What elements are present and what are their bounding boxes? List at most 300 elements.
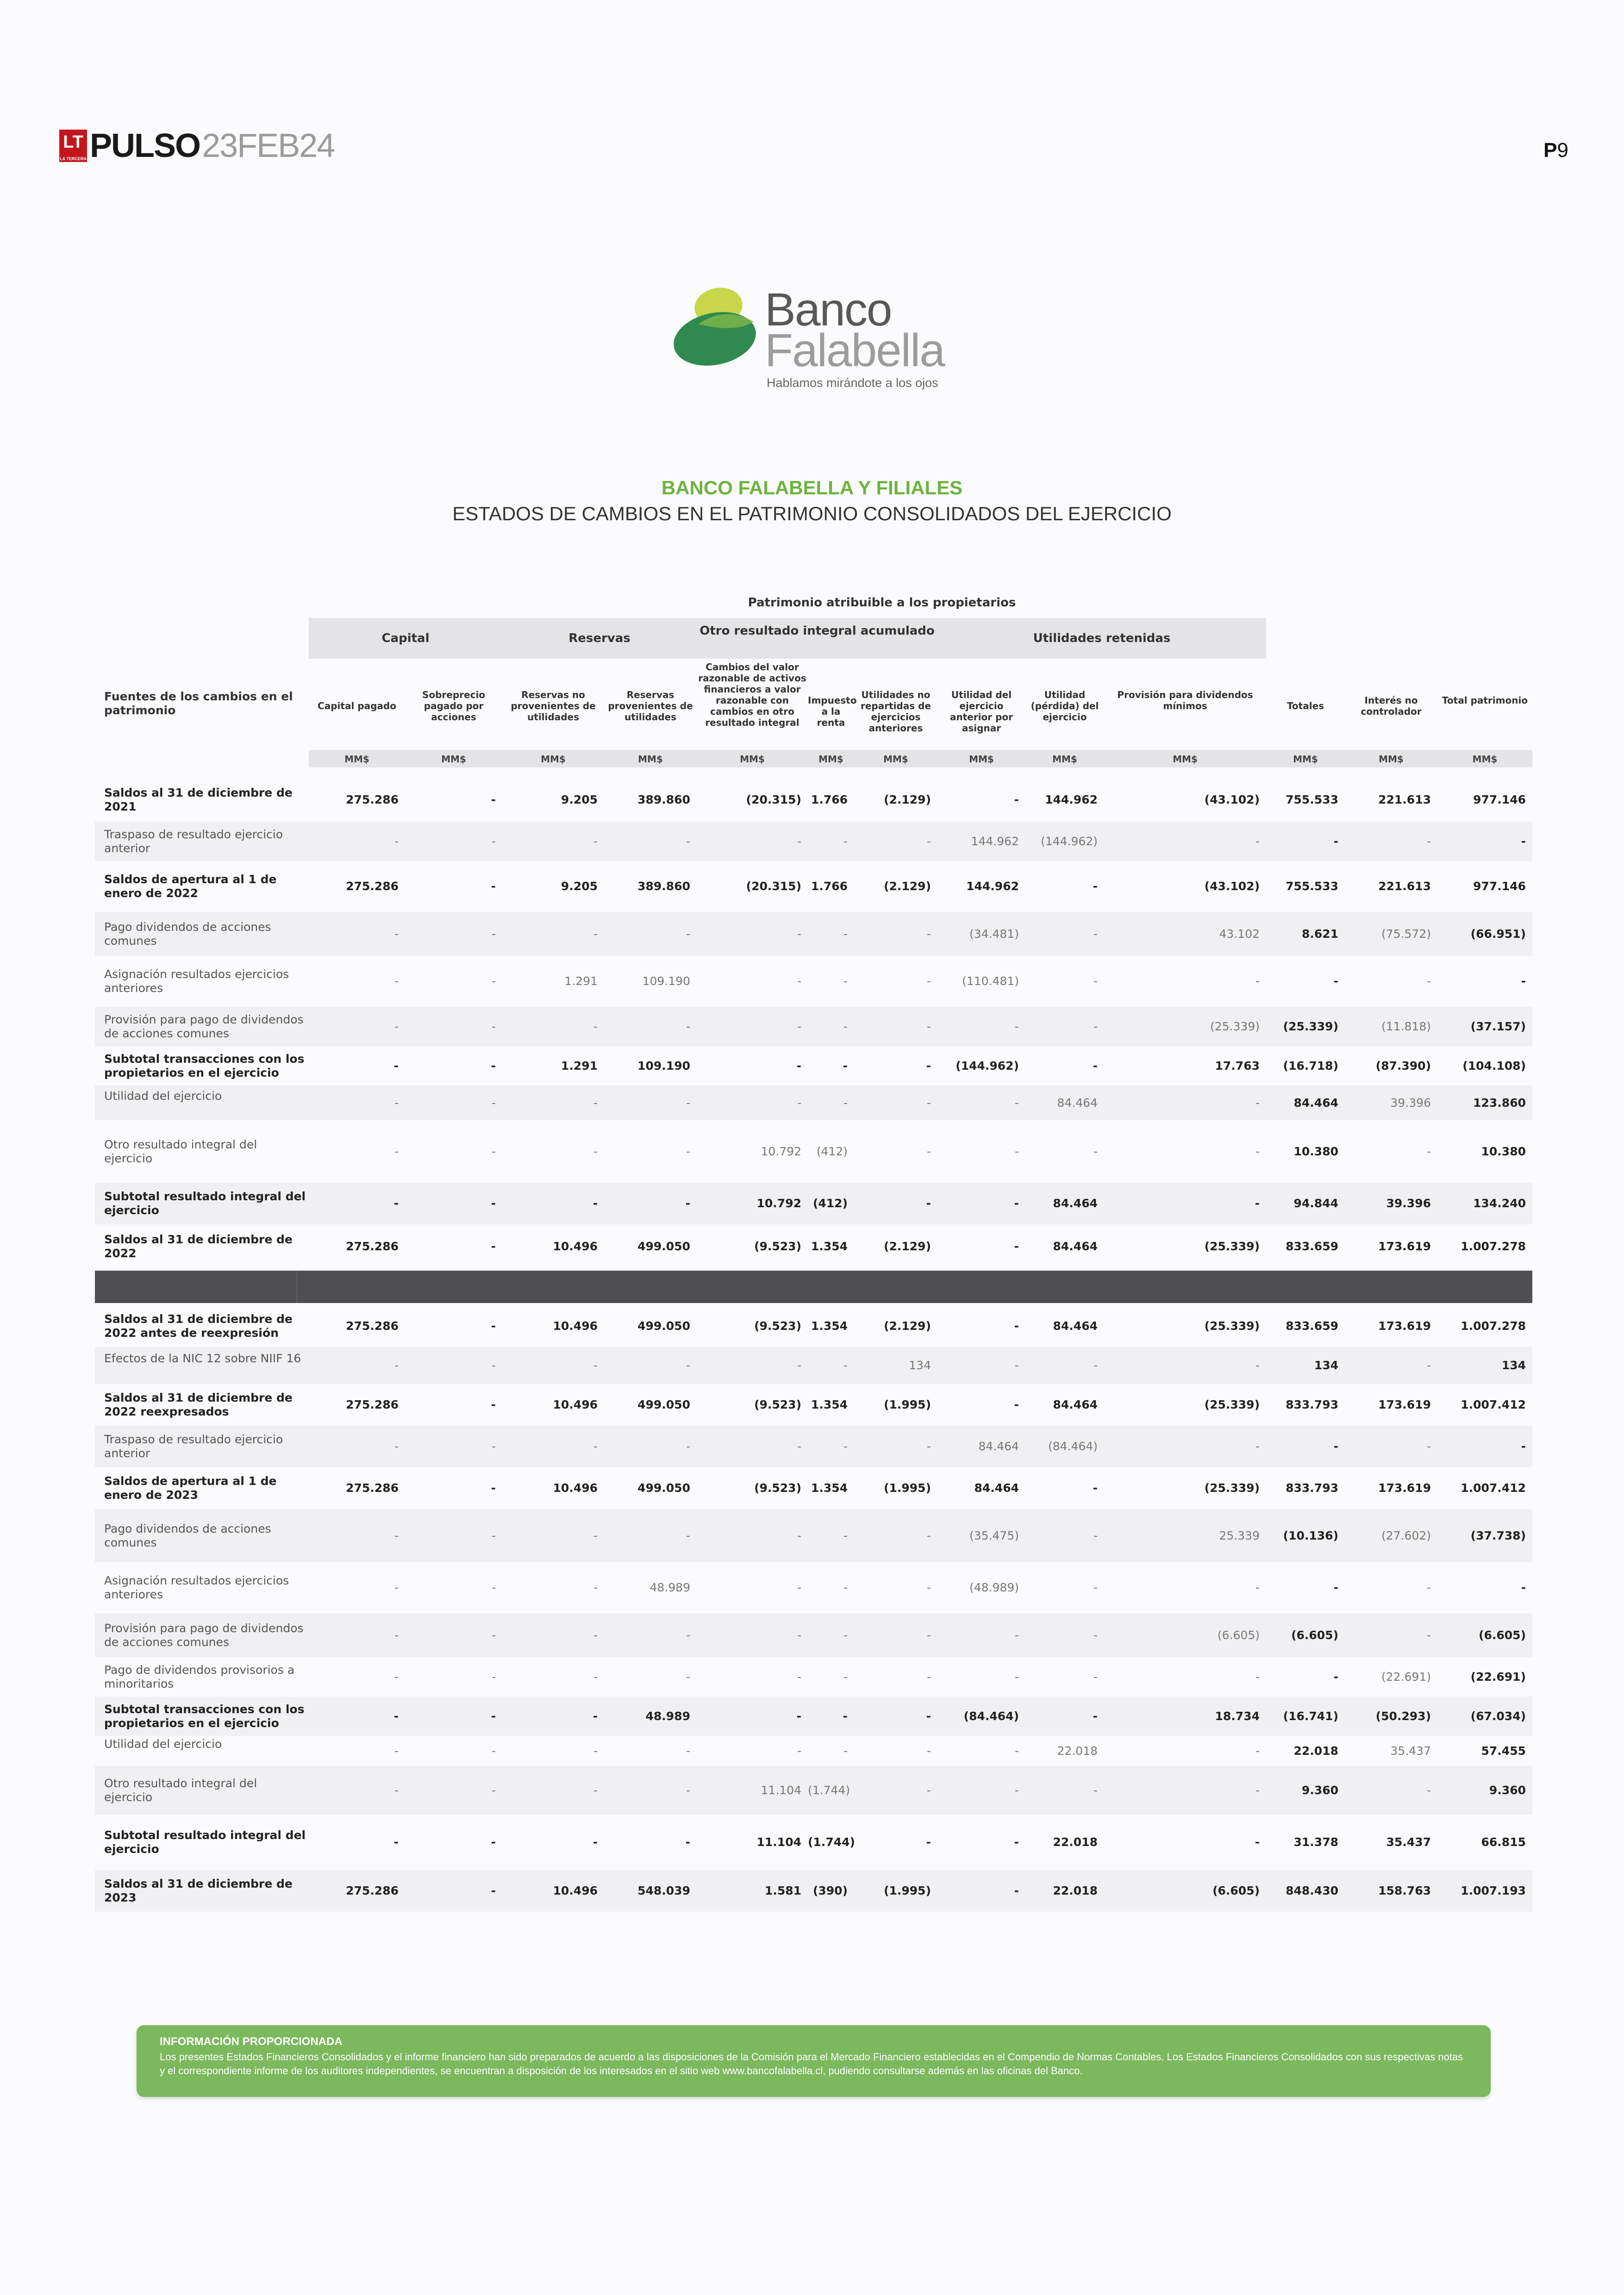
table-cell: (11.818) [1381,1019,1431,1033]
table-cell: - [686,834,690,848]
table-cell: 22.018 [1293,1744,1338,1758]
table-cell: (110.481) [962,974,1019,988]
table-cell: - [491,1481,496,1495]
table-row [95,1183,1532,1224]
row-label: Provisión para pago de dividendos de acciones comunes [104,1012,304,1040]
table-cell: (412) [816,1144,848,1158]
table-cell: 1.354 [811,1319,848,1333]
table-cell: (6.605) [1479,1628,1526,1642]
table-cell: 10.496 [553,1239,598,1253]
table-cell: 48.989 [650,1581,690,1594]
row-label: Otro resultado integral del ejercicio [104,1776,257,1804]
table-cell: 10.792 [761,1144,801,1158]
table-row [95,1815,1532,1870]
table-cell: - [1093,1670,1098,1684]
table-cell: - [843,1670,848,1684]
table-cell: - [491,974,496,988]
row-label: Subtotal transacciones con los propietarios en el ejercicio [104,1702,305,1730]
table-cell: - [926,927,931,941]
table-cell: - [1014,1019,1019,1033]
table-cell: 48.989 [645,1709,690,1723]
logo-tagline: Hablamos mirándote a los ojos [767,376,938,390]
table-cell: - [843,1528,848,1542]
table-cell: 17.763 [1215,1059,1260,1073]
unit-label: MM$ [1052,754,1077,765]
table-cell: 499.050 [637,1319,690,1333]
table-cell: - [394,1359,399,1372]
table-cell: 833.793 [1286,1481,1338,1495]
table-cell: - [491,1783,496,1797]
table-cell: - [1093,1359,1098,1372]
table-cell: - [843,974,848,988]
table-cell: (48.989) [969,1581,1019,1594]
table-cell: 11.104 [756,1835,801,1849]
table-cell: 221.613 [1378,879,1431,893]
table-row [95,912,1532,956]
table-cell: 144.962 [971,834,1019,848]
table-cell: - [797,1581,801,1594]
column-header: Reservas no provenientes de utilidades [511,689,596,723]
table-cell: - [926,1440,931,1453]
table-cell: 1.007.278 [1461,1239,1526,1253]
table-cell: - [491,1744,496,1758]
table-row [95,1305,1532,1347]
table-cell: (87.390) [1375,1059,1431,1073]
table-cell: 499.050 [637,1398,690,1411]
footer-body: Los presentes Estados Financieros Consolidados y el informe financiero han sido preparados de acuerdo a las disposiciones de la Comisión para el Mercado Financiero establecidas en el Compendio de Normas Contables. Los Estados Financieros Consolidados con sus respectivas notas y el correspondiente informe de los auditores independientes, se encuentran a disposición de los interesados en el sitio web www.bancofalabella.cl, pudiendo consultarse además en las oficinas del Banco. [160,2051,1463,2077]
column-header: Interés no controlador [1361,695,1422,717]
table-cell: - [1014,1670,1019,1684]
table-cell: (27.602) [1381,1528,1431,1542]
row-label: Saldos al 31 de diciembre de 2022 reexpresados [104,1391,293,1418]
table-cell: - [926,1670,931,1684]
table-cell: 9.360 [1489,1783,1526,1797]
table-cell: - [686,1359,690,1372]
table-cell: (1.995) [884,1481,931,1495]
table-cell: - [843,834,848,848]
table-cell: - [686,1744,690,1758]
table-cell: - [491,1019,496,1033]
table-cell: 8.621 [1301,927,1338,941]
table-row [95,1509,1532,1562]
table-cell: 35.437 [1390,1744,1431,1758]
table-cell: 1.581 [764,1884,801,1897]
table-cell: - [593,1628,598,1642]
table-cell: - [926,1019,931,1033]
table-cell: 1.291 [561,1059,598,1073]
table-cell: 10.792 [756,1197,801,1210]
table-cell: - [593,1019,598,1033]
table-cell: 173.619 [1378,1481,1431,1495]
column-header: Cambios del valor razonable de activos financieros a valor razonable con cambios en otro resultado integral [698,661,806,728]
table-cell: - [1014,1096,1019,1110]
newspaper-header [59,125,334,167]
table-cell: - [1093,1628,1098,1642]
statement-title: ESTADOS DE CAMBIOS EN EL PATRIMONIO CONSOLIDADOS DEL EJERCICIO [452,503,1172,524]
table-cell: 389.860 [637,879,690,893]
table-cell: - [926,1628,931,1642]
table-cell: 158.763 [1378,1884,1431,1897]
table-cell: 1.354 [811,1481,848,1495]
table-cell: - [1426,1359,1431,1372]
table-cell: (50.293) [1375,1709,1431,1723]
table-cell: - [797,1744,801,1758]
table-cell: - [1426,974,1431,988]
table-cell: - [491,1359,496,1372]
unit-label: MM$ [1472,754,1498,765]
table-cell: (104.108) [1462,1059,1526,1073]
table-cell: (2.129) [884,792,931,806]
table-cell: - [394,1197,399,1210]
table-cell: - [1255,1581,1260,1594]
table-cell: - [1255,1670,1260,1684]
table-cell: 22.018 [1057,1744,1098,1758]
table-cell: (16.741) [1283,1709,1338,1723]
table-cell: - [797,1440,801,1453]
table-cell: - [491,1398,496,1411]
table-cell: 10.496 [553,1319,598,1333]
table-cell: - [843,1096,848,1110]
table-cell: 499.050 [637,1481,690,1495]
table-cell: - [843,1581,848,1594]
company-title: BANCO FALABELLA Y FILIALES [661,477,963,499]
table-cell: (75.572) [1381,927,1431,941]
table-cell: - [1333,1581,1338,1594]
table-cell: - [491,1440,496,1453]
table-row [95,1562,1532,1613]
table-cell: (9.523) [754,1319,801,1333]
table-cell: - [394,1581,399,1594]
unit-label: MM$ [638,754,663,765]
table-cell: - [491,927,496,941]
table-cell: 977.146 [1473,792,1526,806]
row-label: Saldos al 31 de diciembre de 2022 [104,1232,293,1260]
table-cell: - [1014,1319,1019,1333]
table-cell: - [394,1440,399,1453]
table-cell: - [593,1528,598,1542]
table-cell: (35.475) [969,1528,1019,1542]
table-cell: 9.360 [1301,1783,1338,1797]
table-cell: - [1255,1197,1260,1210]
table-cell: 134.240 [1473,1197,1526,1210]
table-cell: - [926,1835,931,1849]
table-cell: (22.691) [1470,1670,1526,1684]
row-label: Saldos al 31 de diciembre de 2021 [104,786,293,813]
unit-label: MM$ [969,754,994,765]
table-cell: - [491,1709,496,1723]
table-row [95,1613,1532,1657]
table-cell: - [797,1528,801,1542]
table-cell: - [394,1744,399,1758]
table-cell: - [843,1709,848,1723]
table-cell: (20.315) [746,792,801,806]
column-header: Reservas provenientes de utilidades [608,689,693,723]
table-cell: 144.962 [966,879,1019,893]
table-cell: - [394,1019,399,1033]
group-capital: Capital [381,631,430,645]
table-cell: 84.464 [1293,1096,1338,1110]
sources-header: Fuentes de los cambios en el patrimonio [104,690,293,717]
table-cell: - [1014,1628,1019,1642]
table-cell: 1.007.412 [1461,1481,1526,1495]
table-cell: 66.815 [1481,1835,1526,1849]
table-cell: - [796,1709,801,1723]
table-row [95,822,1532,861]
table-cell: - [1014,792,1019,806]
table-cell: 84.464 [1057,1096,1098,1110]
table-cell: - [1014,1744,1019,1758]
table-cell: - [593,1581,598,1594]
table-cell: - [491,1144,496,1158]
table-cell: 18.734 [1215,1709,1260,1723]
table-cell: - [1255,1744,1260,1758]
table-row [95,1870,1532,1912]
table-cell: 84.464 [974,1481,1019,1495]
table-cell: - [926,1744,931,1758]
table-cell: (25.339) [1204,1398,1260,1411]
table-cell: - [1426,1440,1431,1453]
table-cell: - [491,1884,496,1897]
table-cell: - [491,792,496,806]
row-label: Pago de dividendos provisorios a minoritarios [104,1663,295,1690]
table-cell: 10.380 [1481,1144,1526,1158]
table-cell: 275.286 [346,1884,399,1897]
table-cell: - [926,1783,931,1797]
table-cell: - [1014,1144,1019,1158]
table-cell: - [926,974,931,988]
table-cell: - [1014,1239,1019,1253]
table-cell: - [926,1059,931,1073]
table-cell: - [796,1059,801,1073]
table-cell: - [1093,1481,1098,1495]
table-cell: 22.018 [1053,1884,1098,1897]
table-cell: - [1255,974,1260,988]
table-cell: (25.339) [1210,1019,1260,1033]
table-cell: (9.523) [754,1398,801,1411]
table-cell: (37.738) [1470,1528,1526,1542]
table-cell: - [394,927,399,941]
table-cell: - [1093,1581,1098,1594]
table-cell: - [797,1359,801,1372]
table-cell: - [593,1197,598,1210]
table-cell: (1.995) [884,1884,931,1897]
logo-word-falabella: Falabella [765,324,944,376]
unit-label: MM$ [344,754,369,765]
table-cell: (84.464) [963,1709,1019,1723]
row-label: Provisión para pago de dividendos de acciones comunes [104,1621,304,1649]
table-cell: - [797,1628,801,1642]
table-row [95,778,1532,822]
table-cell: (10.136) [1283,1528,1338,1542]
table-cell: (2.129) [884,879,931,893]
table-cell: - [1255,834,1260,848]
table-cell: - [1255,1144,1260,1158]
table-cell: (9.523) [754,1239,801,1253]
table-cell: 35.437 [1386,1835,1431,1849]
table-row [95,1085,1532,1120]
table-cell: - [1093,1059,1098,1073]
table-cell: - [843,1440,848,1453]
table-cell: 10.380 [1293,1144,1338,1158]
row-label: Asignación resultados ejercicios anteriores [104,967,289,995]
table-cell: - [394,1059,399,1073]
table-cell: - [686,927,690,941]
table-cell: (1.995) [884,1398,931,1411]
table-cell: - [593,1835,598,1849]
table-cell: - [593,1670,598,1684]
table-cell: - [926,1528,931,1542]
table-cell: - [926,1096,931,1110]
table-cell: - [843,1019,848,1033]
table-cell: - [491,879,496,893]
table-cell: - [593,1744,598,1758]
table-cell: 1.354 [811,1398,848,1411]
table-cell: (16.718) [1283,1059,1338,1073]
row-label: Saldos al 31 de diciembre de 2022 antes de reexpresión [104,1312,293,1340]
table-row [95,1736,1532,1766]
table-cell: (43.102) [1204,792,1260,806]
la-tercera-badge-small: LA TERCERA [60,156,87,161]
table-cell: - [797,974,801,988]
table-cell: (20.315) [746,879,801,893]
info-footer [137,2025,1491,2097]
table-cell: - [686,1440,690,1453]
table-cell: (6.605) [1212,1884,1260,1897]
table-cell: (1.744) [808,1783,850,1797]
table-row [95,1657,1532,1696]
table-cell: 275.286 [346,1398,399,1411]
table-cell: - [926,1197,931,1210]
table-cell: 10.496 [553,1481,598,1495]
logo-word-banco: Banco [765,284,892,336]
column-header: Provisión para dividendos mínimos [1117,689,1253,711]
table-row [95,956,1532,1007]
table-cell: (67.034) [1470,1709,1526,1723]
table-cell: 389.860 [637,792,690,806]
unit-label: MM$ [740,754,765,765]
table-cell: - [394,1709,399,1723]
table-row [95,1426,1532,1467]
table-cell: - [1014,1783,1019,1797]
row-label: Subtotal resultado integral del ejercicio [104,1828,306,1856]
table-cell: - [797,927,801,941]
row-label: Pago dividendos de acciones comunes [104,1522,271,1549]
table-cell: - [1426,1144,1431,1158]
table-cell: - [1093,1528,1098,1542]
row-label: Efectos de la NIC 12 sobre NIIF 16 [104,1352,301,1365]
table-cell: - [1333,834,1338,848]
table-row [95,1007,1532,1046]
table-cell: 275.286 [346,879,399,893]
table-cell: 84.464 [1053,1398,1098,1411]
table-cell: 84.464 [1053,1239,1098,1253]
unit-label: MM$ [1379,754,1404,765]
column-header: Total patrimonio [1442,695,1528,706]
table-cell: - [797,1670,801,1684]
year-separator-bar [95,1271,1532,1303]
table-cell: - [1255,1359,1260,1372]
table-cell: 1.766 [811,792,848,806]
column-header: Utilidades no repartidas de ejercicios anteriores [860,689,931,734]
group-otro-resultado: Otro resultado integral acumulado [700,624,935,638]
column-header: Utilidad del ejercicio anterior por asignar [949,689,1013,734]
table-cell: 31.378 [1293,1835,1338,1849]
table-cell: - [926,1709,931,1723]
table-row [95,1384,1532,1426]
table-cell: (25.339) [1204,1481,1260,1495]
table-cell: 9.205 [561,879,598,893]
table-cell: 43.102 [1219,927,1260,941]
page-number [1543,139,1568,162]
table-cell: 94.844 [1293,1197,1338,1210]
table-cell: (412) [812,1197,848,1210]
table-cell: 134 [1314,1359,1338,1372]
table-cell: - [797,834,801,848]
table-cell: - [394,1835,399,1849]
table-cell: - [686,1144,690,1158]
table-cell: - [1333,974,1338,988]
column-header: Totales [1287,700,1324,711]
unit-label: MM$ [541,754,566,765]
table-cell: 10.496 [553,1884,598,1897]
table-cell: 977.146 [1473,879,1526,893]
table-cell: (2.129) [884,1239,931,1253]
table-cell: 755.533 [1286,792,1338,806]
table-cell: - [1333,1670,1338,1684]
table-cell: - [1014,1359,1019,1372]
table-cell: 173.619 [1378,1239,1431,1253]
table-cell: - [1014,1398,1019,1411]
table-cell: 833.793 [1286,1398,1338,1411]
table-cell: - [843,1359,848,1372]
table-cell: 11.104 [761,1783,801,1797]
table-cell: - [685,1197,690,1210]
table-cell: 173.619 [1378,1398,1431,1411]
table-cell: - [1426,1628,1431,1642]
table-row [95,1347,1532,1384]
table-cell: - [686,1670,690,1684]
page-number-value: 9 [1557,139,1568,162]
table-cell: 548.039 [637,1884,690,1897]
column-header: Impuesto a la renta [808,695,857,728]
row-label: Subtotal resultado integral del ejercicio [104,1190,306,1217]
table-cell: - [491,1528,496,1542]
row-label: Utilidad del ejercicio [104,1089,222,1103]
table-cell: - [1255,1440,1260,1453]
table-cell: 25.339 [1219,1528,1260,1542]
column-header: Sobreprecio pagado por acciones [422,689,486,723]
table-cell: (37.157) [1470,1019,1526,1033]
table-cell: 1.291 [564,974,598,988]
table-cell: - [1255,1096,1260,1110]
table-cell: - [1255,1783,1260,1797]
table-cell: 1.007.412 [1461,1398,1526,1411]
table-cell: - [1093,1709,1098,1723]
table-cell: (25.339) [1283,1019,1338,1033]
table-cell: 134 [1501,1359,1526,1372]
table-cell: - [1093,1144,1098,1158]
table-cell: - [1521,834,1526,848]
table-cell: 144.962 [1045,792,1098,806]
table-cell: - [1521,1440,1526,1453]
row-label: Otro resultado integral del ejercicio [104,1137,257,1165]
table-cell: (6.605) [1291,1628,1338,1642]
edition-date: 23FEB24 [202,127,335,164]
table-cell: 275.286 [346,1319,399,1333]
row-label: Traspaso de resultado ejercicio anterior [104,827,283,855]
table-cell: 84.464 [978,1440,1019,1453]
table-cell: - [686,1528,690,1542]
